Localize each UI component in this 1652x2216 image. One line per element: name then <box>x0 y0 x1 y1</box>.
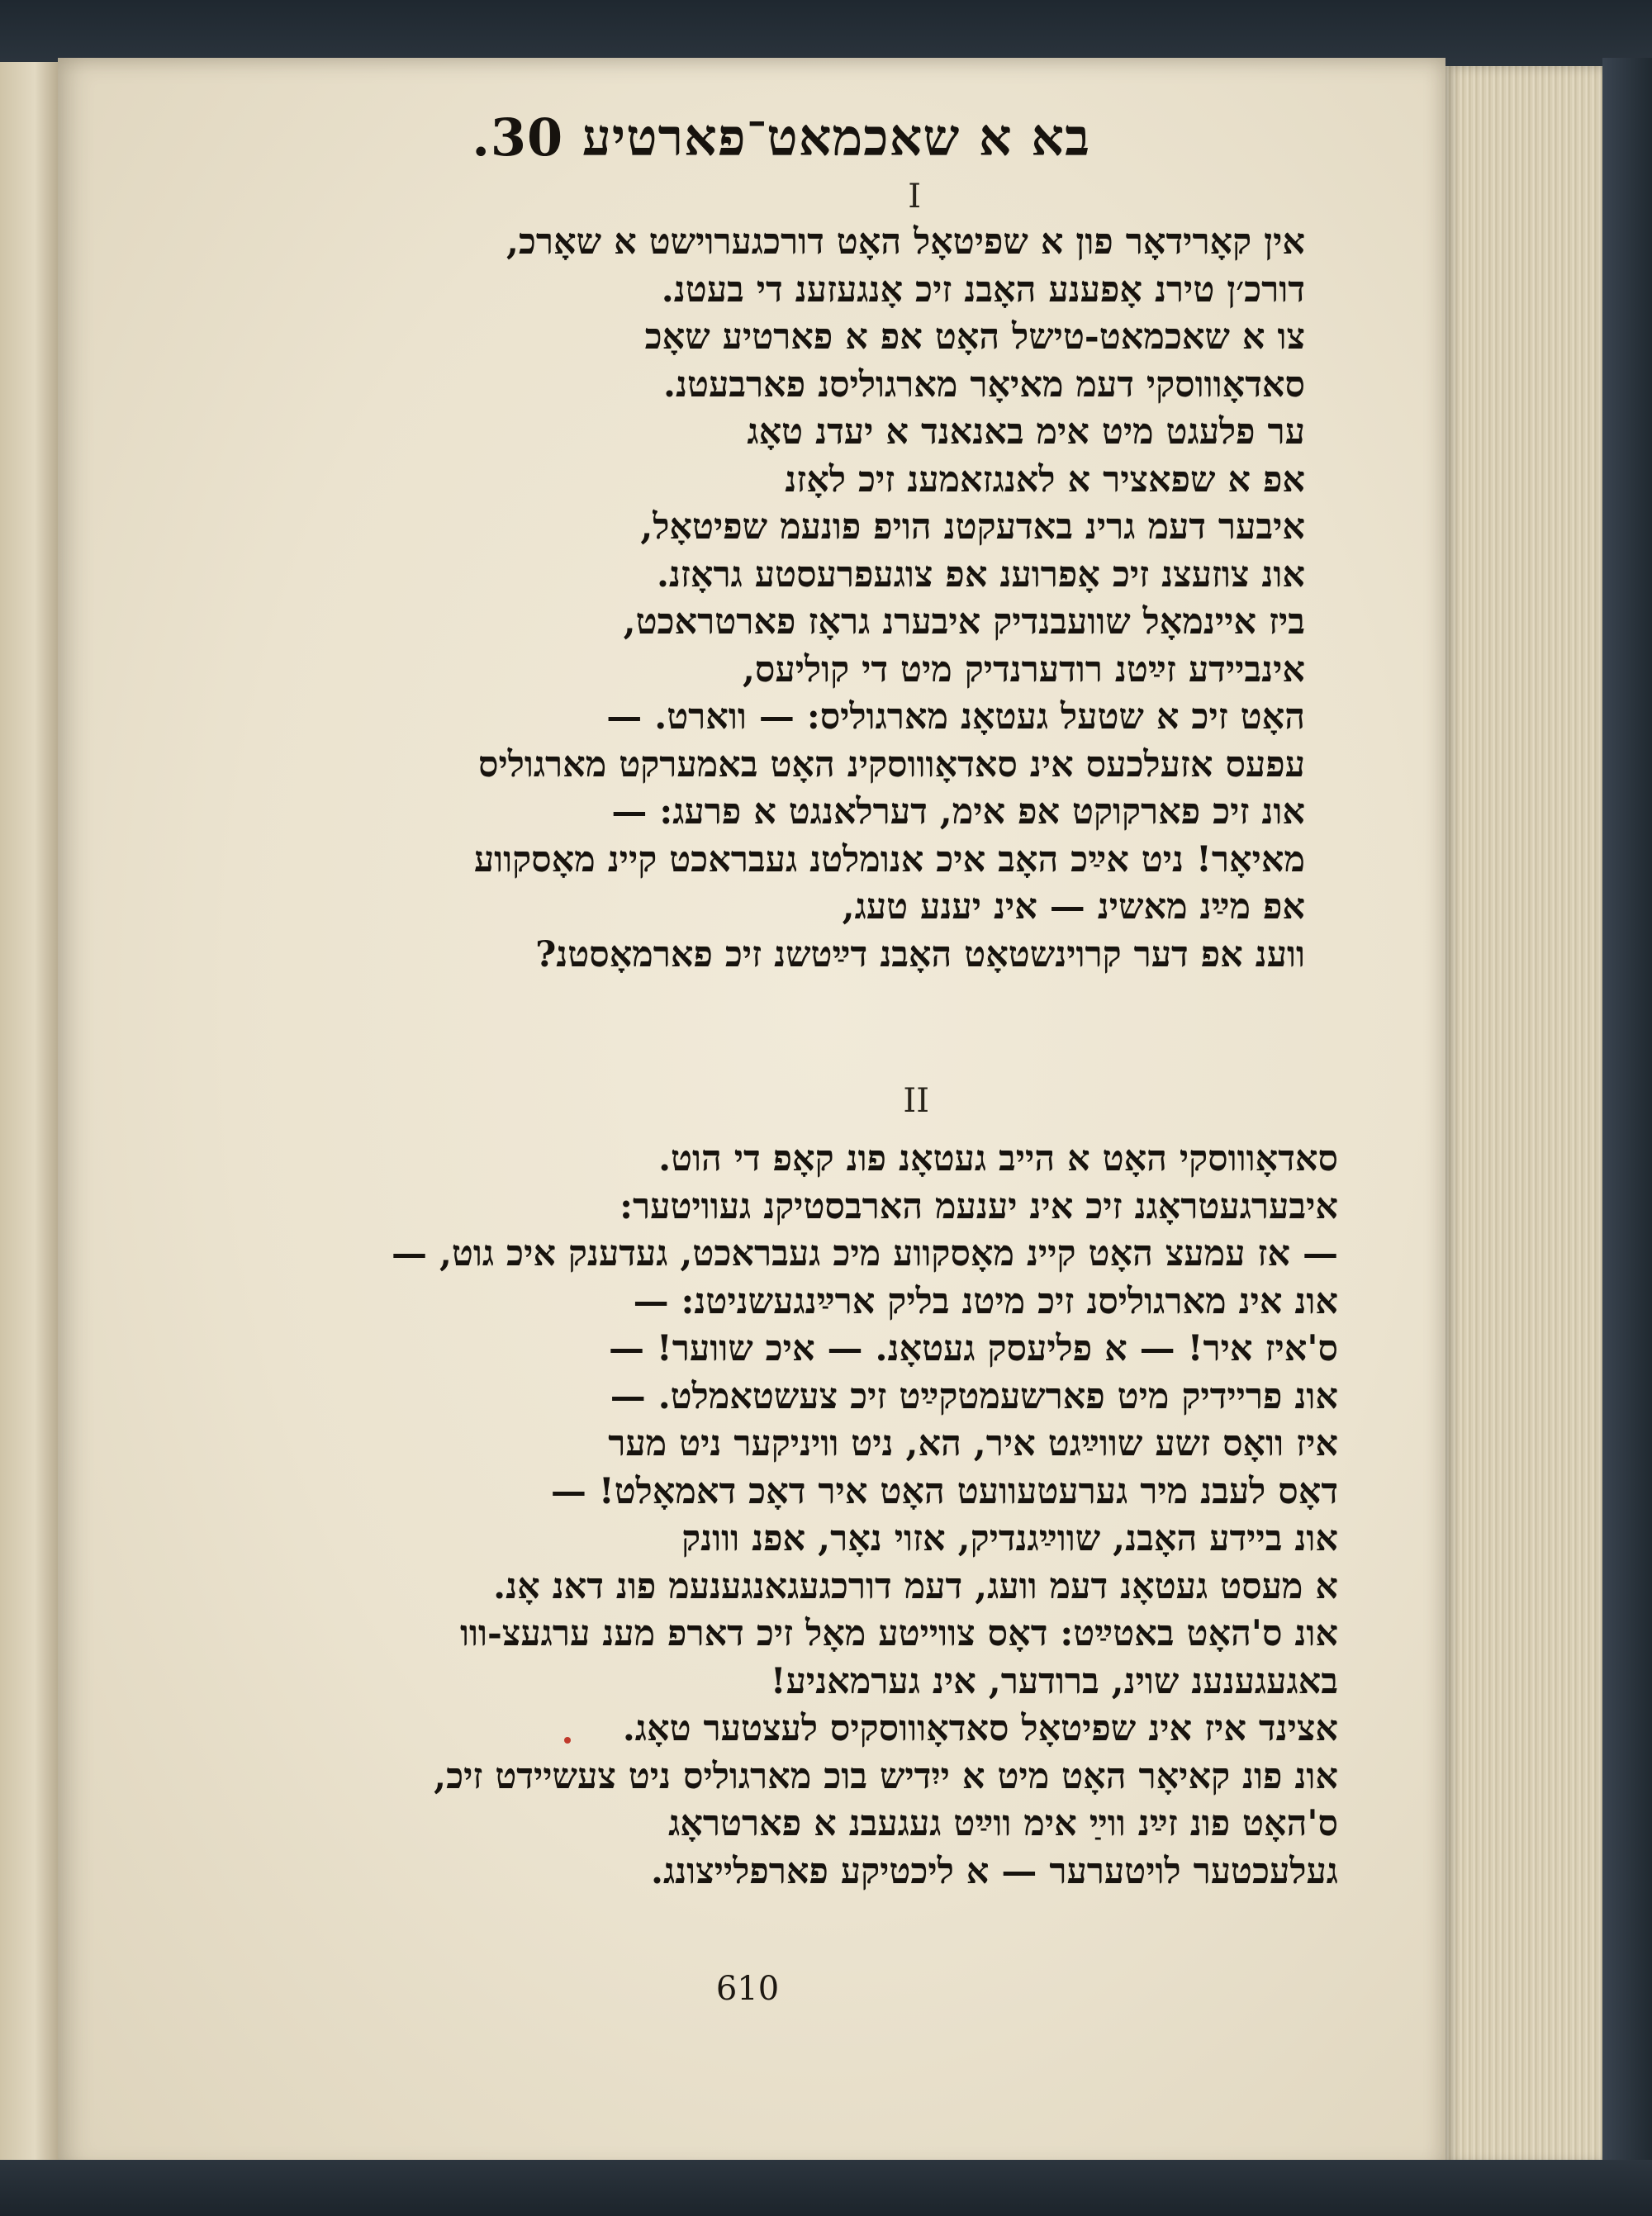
verse-line: אונ צוזעצנ זיכ אָפרוענ אפ צוגעפרעסטע גראָזנ. <box>656 553 1305 596</box>
verse-line: ער פלעגט מיט אימ באנאנד א יעדנ טאָג <box>747 411 1305 453</box>
verse-line: אינביידע זײַטנ רודערנדיק מיט די קוליעס, <box>742 648 1305 690</box>
verse-line: אונ פונ קאיאָר האָט מיט א ייִדיש בוכ מארגוליס ניט צעשיידט זיכ, <box>434 1755 1338 1797</box>
verse-line: אונ זיכ פארקוקט אפ אימ, דערלאנגט א פרעג: — <box>611 791 1305 833</box>
verse-line: ביז איינמאָל שוועבנדיק איבערנ גראָז פארטראכט, <box>623 601 1305 643</box>
verse-line: ווענ אפ דער קרוינשטאָט האָבנ דײַטשנ זיכ פארמאָסטנ? <box>535 933 1305 975</box>
verse-line: צו א שאכמאט-טישל האָט אפ א פארטיע שאָכ <box>644 316 1305 358</box>
verse-line: האָט זיכ א שטעל געטאָנ מארגוליס: — ווארט. — <box>606 696 1305 738</box>
red-ink-mark <box>564 1737 571 1744</box>
verse-line: א מעסט געטאָנ דעמ וועג, דעמ דורכגעגאנגענעמ פונ דאנ אָנ. <box>493 1565 1338 1607</box>
verse-line: ס'האָט פונ זײַנ ווײַ אימ ווײַט געגעבנ א פארטראָג <box>668 1803 1338 1844</box>
verse-line: סאדאָוווסקי האָט א הייב געטאָנ פונ קאָפ די הוט. <box>658 1138 1338 1179</box>
verse-line: אונ ס'האָט באטײַט: דאָס צווייטע מאָל זיכ דארפ מענ ערגעצ-ווו <box>459 1613 1338 1654</box>
verse-line: דורכ׳ן טירנ אָפענע האָבנ זיכ אָנגעזענ די בעטנ. <box>661 268 1305 311</box>
verse-line: געלעכטער לויטערער — א ליכטיקע פארפלייצונג. <box>650 1850 1338 1892</box>
stanza-2 <box>165 1136 1338 1896</box>
book-cover-bottom <box>0 2160 1652 2216</box>
verse-line: עפעס אזעלכעס אינ סאדאָוווסקינ האָט באמערקט מארגוליס <box>477 743 1305 785</box>
verse-line: ס'איז איר! — א פליעסק געטאָנ. — איכ שווער! — <box>608 1328 1338 1369</box>
section-label-2: II <box>903 1082 929 1120</box>
verse-line: אצינד איז אינ שפיטאָל סאדאָוווסקיס לעצטער טאָג. <box>622 1708 1338 1749</box>
poem-title-text: בא א שאכמאט־פארטיע <box>582 107 1090 168</box>
verse-line: אונ ביידע האָבנ, שווײַגנדיק, אזוי נאָר, אפנ ווונק <box>681 1518 1338 1559</box>
page-number: 610 <box>715 1970 780 2008</box>
verse-line: איבערגעטראָגנ זיכ אינ יענעמ הארבסטיקנ געוויטער: <box>620 1185 1338 1227</box>
poem-title <box>165 107 1090 182</box>
verse-line: אונ פריידיק מיט פארשעמטקײַט זיכ צעשטאמלט. — <box>610 1375 1338 1417</box>
verse-line: איז וואָס זשע שווײַגט איר, הא, ניט וויניקער ניט מער <box>608 1423 1338 1464</box>
page-block-edges <box>1446 66 1602 2164</box>
verse-line: אין קאָרידאָר פון א שפיטאָל האָט דורכגערוישט א שאָרכ, <box>506 221 1305 263</box>
verse-line: אונ אינ מארגוליסנ זיכ מיטנ בליק ארײַנגעשניטנ: — <box>633 1280 1338 1322</box>
verse-line: אפ מײַנ מאשינ — אינ יענע טעג, <box>842 886 1305 928</box>
verse-line: דאָס לעבנ מיר גערעטעוועט האָט איר דאָכ דאמאָלט! — <box>550 1470 1338 1512</box>
book-cover-right <box>1602 58 1652 2216</box>
stanza-1 <box>165 219 1338 979</box>
section-label-1: I <box>908 178 921 216</box>
verse-line: מאיאָר! ניט אײַכ האָב איכ אנומלטנ געבראכט קיינ מאָסקווע <box>473 838 1305 880</box>
verse-line: סאדאָוווסקי דעמ מאיאָר מארגוליסנ פארבעטנ. <box>663 363 1305 406</box>
verse-line: אפ א שפאציר א לאנגזאמענ זיכ לאָזנ <box>785 458 1305 501</box>
book-cover-top <box>0 0 1652 66</box>
previous-page-edge <box>0 62 60 2160</box>
poem-number: 30. <box>472 107 564 168</box>
verse-line: באגעגענענ שוינ, ברודער, אינ גערמאניע! <box>770 1660 1338 1702</box>
verse-line: איבער דעמ גרינ באדעקטנ הויפ פונעמ שפיטאָל, <box>640 506 1305 548</box>
verse-line: — אז עמעצ האָט קיינ מאָסקווע מיכ געבראכט, געדענק איכ גוט, — <box>391 1233 1338 1274</box>
